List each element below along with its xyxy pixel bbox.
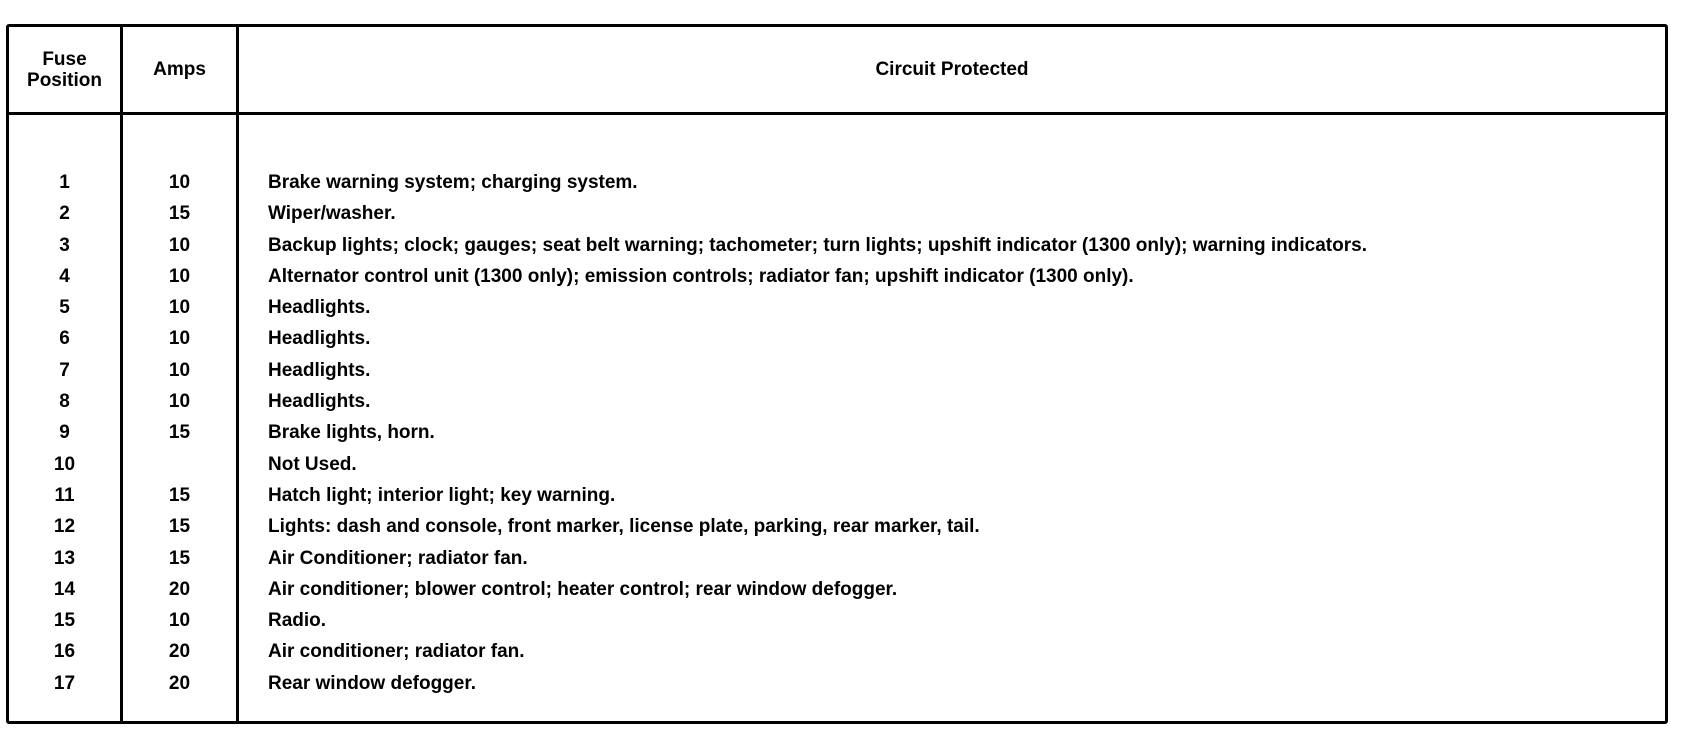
- circuit-cell: Not Used.: [268, 453, 357, 475]
- amps-cell: 15: [168, 516, 191, 538]
- fuse-position-cell: 6: [59, 328, 70, 350]
- circuit-cell: Radio.: [268, 610, 327, 632]
- table-row: [9, 198, 1665, 229]
- table-row: [9, 511, 1665, 542]
- circuit-cell: Air conditioner; radiator fan.: [268, 641, 525, 663]
- fuse-position-cell: 1: [59, 172, 70, 193]
- fuse-position-cell: 9: [59, 422, 70, 444]
- fuse-position-cell: 3: [59, 234, 70, 256]
- amps-cell: 10: [168, 172, 191, 193]
- table-row: [9, 386, 1665, 417]
- circuit-cell: Wiper/washer.: [268, 203, 396, 225]
- table-row: [9, 167, 1665, 198]
- amps-cell: 20: [168, 641, 191, 663]
- fuse-position-cell: 11: [54, 484, 75, 506]
- header-amps: Amps: [153, 59, 206, 80]
- circuit-cell: Headlights.: [268, 359, 371, 381]
- circuit-cell: Air Conditioner; radiator fan.: [268, 547, 528, 569]
- header-divider: [9, 112, 1665, 115]
- fuse-position-cell: 15: [53, 610, 76, 632]
- table-row: [9, 292, 1665, 323]
- table-row: [9, 230, 1665, 261]
- circuit-cell: Lights: dash and console, front marker, license plate, parking, rear marker, tail.: [268, 516, 980, 538]
- header-fuse-position-line1: Fuse: [42, 48, 87, 70]
- amps-cell: 15: [168, 547, 191, 569]
- table-body: [9, 167, 1665, 699]
- fuse-position-cell: 17: [53, 672, 76, 694]
- fuse-position-cell: 8: [59, 391, 70, 413]
- amps-cell: 15: [168, 203, 191, 225]
- fuse-position-cell: 5: [59, 297, 70, 319]
- fuse-position-cell: 14: [53, 578, 76, 600]
- amps-cell: 15: [168, 422, 191, 444]
- fuse-table: [6, 24, 1668, 724]
- circuit-cell: Rear window defogger.: [268, 672, 476, 694]
- header-circuit-protected: Circuit Protected: [875, 59, 1029, 80]
- amps-cell: 10: [168, 610, 191, 632]
- amps-cell: 15: [168, 484, 191, 506]
- header-fuse-position: [9, 27, 120, 112]
- circuit-cell: Headlights.: [268, 328, 371, 350]
- table-row: [9, 323, 1665, 354]
- amps-cell: 10: [168, 391, 191, 413]
- table-row: [9, 636, 1665, 667]
- table-row: [9, 355, 1665, 386]
- circuit-cell: Air conditioner; blower control; heater control; rear window defogger.: [268, 578, 898, 600]
- fuse-position-cell: 2: [59, 203, 70, 225]
- circuit-cell: Headlights.: [268, 391, 371, 413]
- circuit-cell: Hatch light; interior light; key warning.: [268, 484, 616, 506]
- table-row: [9, 480, 1665, 511]
- amps-cell: 10: [168, 359, 191, 381]
- table-row: [9, 417, 1665, 448]
- table-row: [9, 574, 1665, 605]
- amps-cell: 10: [168, 265, 191, 287]
- amps-cell: 10: [168, 234, 191, 256]
- amps-cell: 20: [168, 578, 191, 600]
- table-row: [9, 605, 1665, 636]
- fuse-position-cell: 16: [53, 641, 76, 663]
- fuse-position-cell: 10: [53, 453, 76, 475]
- amps-cell: 10: [168, 328, 191, 350]
- header-fuse-position-line2: Position: [27, 69, 102, 91]
- fuse-position-cell: 13: [53, 547, 76, 569]
- circuit-cell: Alternator control unit (1300 only); emission controls; radiator fan; upshift indicator (1300 only).: [268, 265, 1134, 287]
- circuit-cell: Backup lights; clock; gauges; seat belt warning; tachometer; turn lights; upshift indicator (1300 only); warning indicators.: [268, 234, 1367, 256]
- amps-cell: 10: [168, 297, 191, 319]
- fuse-position-cell: 4: [59, 265, 70, 287]
- circuit-cell: Brake lights, horn.: [268, 422, 435, 444]
- fuse-position-cell: 7: [59, 359, 70, 381]
- circuit-cell: Brake warning system; charging system.: [268, 172, 638, 193]
- table-row: [9, 543, 1665, 574]
- circuit-cell: Headlights.: [268, 297, 371, 319]
- fuse-position-cell: 12: [53, 516, 76, 538]
- amps-cell: 20: [168, 672, 191, 694]
- table-row: [9, 449, 1665, 480]
- table-row: [9, 261, 1665, 292]
- table-row: [9, 668, 1665, 699]
